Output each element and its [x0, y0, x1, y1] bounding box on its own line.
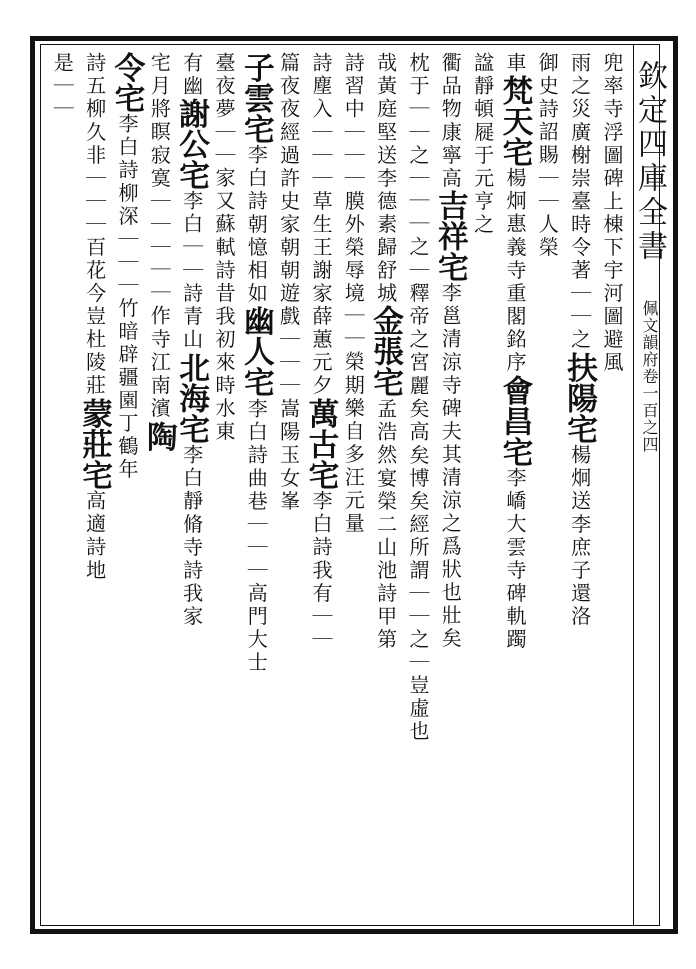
text-segment: 李邕清涼寺碑夫其清涼之爲狀也壯矣	[438, 282, 463, 652]
text-segment: 高適詩地	[82, 489, 107, 582]
margin-section: 佩文韻府卷一百之四	[640, 300, 659, 453]
text-segment: 雨之災廣榭崇臺時令著｜｜之	[567, 52, 592, 352]
text-segment: 楊炯惠義寺重閣銘序	[502, 167, 527, 375]
headword: 陶	[141, 420, 178, 452]
text-segment: ｜｜之｜釋帝之宮	[405, 190, 430, 375]
text-column	[367, 52, 404, 922]
text-segment: 詩詔賜｜｜人榮	[535, 98, 560, 260]
text-segment: 李白｜｜詩青山	[179, 190, 204, 352]
text-segment: 是｜｜	[50, 52, 75, 122]
text-segment: 嵩陽玉女峯	[276, 397, 301, 513]
text-column	[173, 52, 210, 922]
text-column	[402, 52, 434, 922]
text-column	[432, 52, 469, 922]
text-segment: 麗矣高矣博矣經所謂｜｜之｜豈虛也	[405, 374, 430, 744]
text-segment: ｜｜作寺江南濱	[147, 259, 172, 421]
text-segment: 家又蘇軾詩昔我初來時水東	[211, 167, 236, 444]
headword: 謝公宅	[173, 98, 210, 191]
headword: 扶陽宅	[561, 351, 598, 444]
text-segment: 詩五柳久非｜｜｜百花今豈杜陵莊	[82, 52, 107, 398]
headword: 蒙莊宅	[76, 397, 113, 490]
headword: 幽人宅	[238, 305, 275, 398]
text-column	[531, 52, 563, 922]
headword: 梵天宅	[496, 75, 533, 168]
headword: 北海宅	[173, 351, 210, 444]
text-column	[466, 52, 498, 922]
text-segment: 御史	[535, 52, 560, 99]
text-segment: 詩塵入｜｜｜草生王謝家薛蕙元夕	[308, 52, 333, 398]
headword: 令宅	[108, 52, 145, 114]
headword: 會昌宅	[496, 374, 533, 467]
text-segment: 李嶠大雲寺碑軌躅	[502, 466, 527, 652]
text-segment: 諡靜頓屣于元亨之	[470, 52, 495, 237]
headword: 金張宅	[367, 305, 404, 398]
text-column	[302, 52, 339, 922]
text-column	[561, 52, 598, 922]
text-segment: 宅	[147, 52, 172, 76]
text-segment: 李白詩柳深｜｜｜竹暗辟疆園丁鶴年	[114, 113, 139, 483]
text-column	[141, 52, 178, 922]
text-column	[272, 52, 304, 922]
text-segment: 哉黃庭堅送李德素歸舒城	[373, 52, 398, 306]
text-column	[337, 52, 369, 922]
text-segment: 有幽	[179, 52, 204, 99]
text-segment: 臺夜夢｜｜	[211, 52, 236, 168]
text-segment: 李白詩我有｜｜	[308, 489, 333, 652]
text-segment: 李白詩朝憶相如	[244, 144, 269, 306]
text-segment: 衢品物康寧高	[438, 52, 463, 191]
text-segment: 枕于｜｜之｜	[405, 52, 430, 191]
text-column	[238, 52, 275, 922]
text-segment: 李白詩曲巷｜｜｜高門大士	[244, 397, 269, 675]
text-segment: 李白靜脩寺詩我家	[179, 443, 204, 628]
headword: 萬古宅	[302, 397, 339, 490]
text-column	[208, 52, 240, 922]
margin-title: 欽定四庫全書	[632, 60, 667, 264]
text-column	[108, 52, 145, 922]
text-segment: 兜率寺浮圖碑上棟下宇河圖避風	[599, 52, 624, 375]
text-segment: 月將瞑寂寞｜｜｜	[147, 75, 172, 260]
text-segment: 楊炯送李庶子還洛	[567, 443, 592, 628]
text-segment: 篇夜夜經過許史家朝朝遊戲｜｜｜	[276, 52, 301, 398]
text-column	[46, 52, 78, 922]
headword: 吉祥宅	[432, 190, 469, 283]
text-column	[76, 52, 113, 922]
headword: 子雲宅	[238, 52, 275, 145]
text-segment: ｜｜榮期樂自多汪元量	[341, 305, 366, 536]
text-column	[496, 52, 533, 922]
text-segment: 車	[502, 52, 527, 76]
text-column	[596, 52, 628, 922]
text-segment: 詩習中｜｜｜膜外榮辱境	[341, 52, 366, 306]
text-segment: 孟浩然宴榮二山池詩甲第	[373, 397, 398, 652]
